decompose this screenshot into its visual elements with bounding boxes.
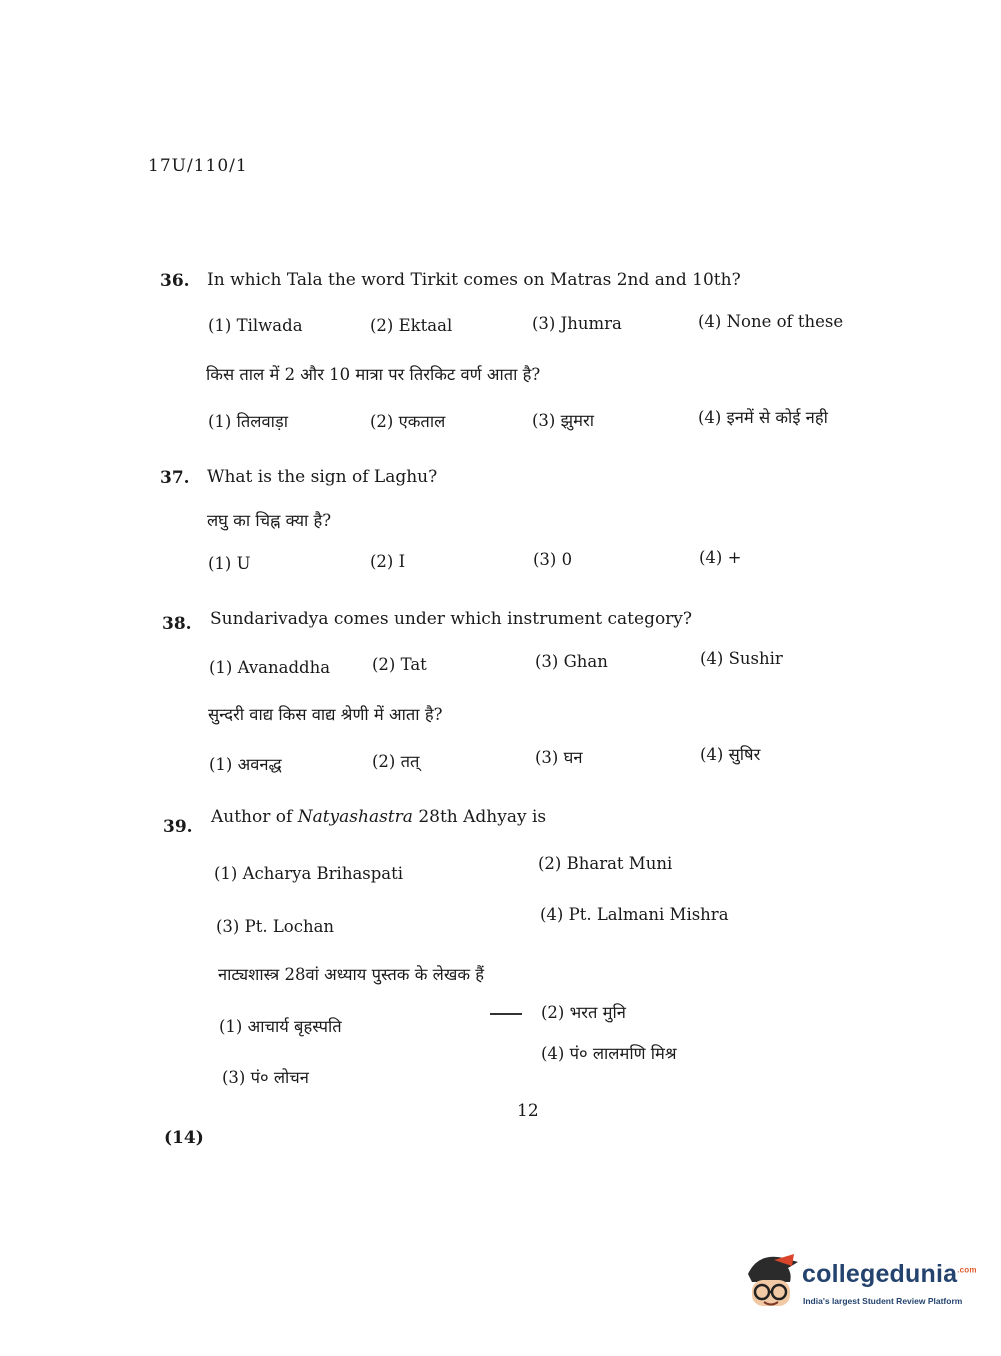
option-3: (3) 0 xyxy=(533,550,573,569)
option-en-2: (2) Ektaal xyxy=(370,316,453,335)
pen-dash-mark xyxy=(490,1013,522,1015)
option-en-1: (1) Acharya Brihaspati xyxy=(214,864,404,883)
question-text-hi: नाट्यशास्त्र 28वां अध्याय पुस्तक के लेखक हैं xyxy=(218,965,484,984)
option-en-4: (4) Pt. Lalmani Mishra xyxy=(540,905,729,924)
question-text-en: Sundarivadya comes under which instrument category? xyxy=(210,609,693,629)
question-number: 36. xyxy=(160,271,190,291)
option-hi-2: (2) एकताल xyxy=(370,412,446,431)
option-hi-3: (3) पं० लोचन xyxy=(222,1068,309,1087)
option-en-3: (3) Pt. Lochan xyxy=(216,917,335,936)
page-number: 12 xyxy=(517,1101,539,1121)
collegedunia-logo xyxy=(744,1252,977,1318)
question-text-en: What is the sign of Laghu? xyxy=(207,467,438,487)
option-hi-2: (2) तत् xyxy=(372,752,420,771)
question-text-en xyxy=(211,807,546,827)
option-hi-2: (2) भरत मुनि xyxy=(541,1003,626,1022)
option-hi-1: (1) आचार्य बृहस्पति xyxy=(219,1017,342,1036)
question-text-prefix: Author of xyxy=(211,807,298,827)
question-text-en: In which Tala the word Tirkit comes on Matras 2nd and 10th? xyxy=(207,270,741,290)
option-hi-4: (4) इनमें से कोई नही xyxy=(698,408,828,427)
brand-tagline: India's largest Student Review Platform xyxy=(803,1296,963,1306)
option-hi-4: (4) सुषिर xyxy=(700,745,761,764)
option-en-2: (2) Tat xyxy=(372,655,427,674)
option-en-3: (3) Ghan xyxy=(535,652,608,671)
option-hi-3: (3) घन xyxy=(535,748,583,767)
option-en-3: (3) Jhumra xyxy=(532,314,622,333)
question-text-suffix: 28th Adhyay is xyxy=(412,807,547,827)
option-hi-4: (4) पं० लालमणि मिश्र xyxy=(541,1044,677,1063)
option-en-2: (2) Bharat Muni xyxy=(538,854,673,873)
option-1: (1) U xyxy=(208,554,251,573)
option-en-1: (1) Avanaddha xyxy=(209,658,331,677)
mascot-icon xyxy=(744,1252,800,1318)
brand-name xyxy=(802,1260,977,1289)
question-number: 38. xyxy=(162,614,192,634)
paper-code: 17U/110/1 xyxy=(148,156,248,176)
option-en-4: (4) None of these xyxy=(698,312,844,331)
option-en-4: (4) Sushir xyxy=(700,649,783,668)
question-text-hi: किस ताल में 2 और 10 मात्रा पर तिरकिट वर्ण आता है? xyxy=(206,365,541,384)
question-number: 39. xyxy=(163,817,193,837)
option-2: (2) I xyxy=(370,552,406,571)
question-number: 37. xyxy=(160,468,190,488)
option-hi-1: (1) अवनद्ध xyxy=(209,755,282,774)
brand-suffix: .com xyxy=(957,1265,977,1275)
option-en-1: (1) Tilwada xyxy=(208,316,303,335)
question-text-italic: Natyashastra xyxy=(297,807,413,827)
corner-mark: (14) xyxy=(164,1128,204,1148)
option-hi-1: (1) तिलवाड़ा xyxy=(208,412,289,431)
question-text-hi: लघु का चिह्न क्या है? xyxy=(207,511,332,530)
question-text-hi: सुन्दरी वाद्य किस वाद्य श्रेणी में आता है? xyxy=(208,705,443,724)
brand-text: collegedunia xyxy=(802,1260,958,1288)
option-4: (4) + xyxy=(699,548,742,567)
option-hi-3: (3) झुमरा xyxy=(532,411,594,430)
